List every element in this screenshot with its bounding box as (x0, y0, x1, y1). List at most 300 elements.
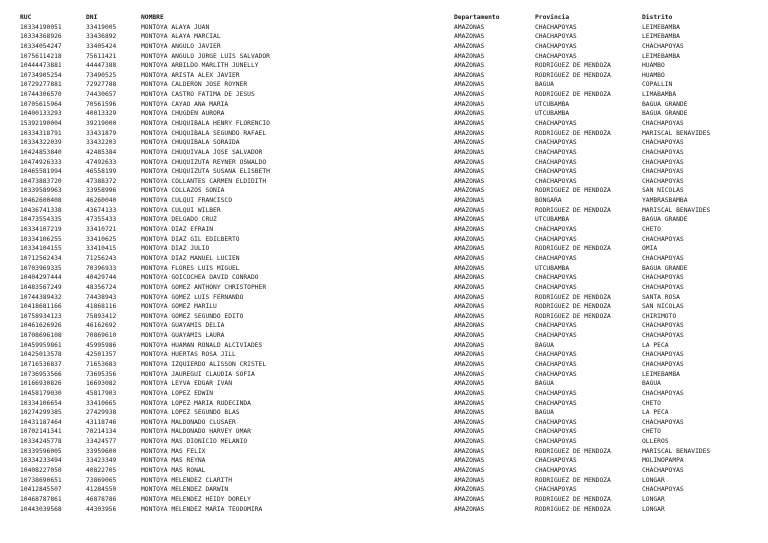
table-row (0, 186, 768, 196)
cell-departamento: AMAZONAS (454, 486, 485, 494)
cell-provincia: CHACHAPOYAS (535, 457, 577, 465)
cell-provincia: RODRIGUEZ DE MENDOZA (535, 447, 611, 455)
cell-ruc: 10334190051 (20, 23, 62, 31)
cell-nombre: MONTOYA MELENDEZ CLARITH (141, 476, 232, 484)
table-row (0, 389, 768, 399)
cell-ruc: 10716536837 (20, 361, 62, 368)
cell-departamento: AMAZONAS (454, 264, 485, 272)
table-row (0, 71, 768, 81)
cell-nombre: MONTOYA CHUQUIBALA SEGUNDO RAFAEL (141, 129, 267, 137)
cell-provincia: CHACHAPOYAS (535, 226, 577, 234)
table-row (0, 167, 768, 177)
cell-ruc: 10334104155 (20, 245, 62, 253)
cell-nombre: MONTOYA MELENDEZ HEIDY DORELY (141, 495, 251, 503)
cell-ruc: 10473554335 (20, 216, 62, 224)
cell-dni: 45817903 (86, 389, 117, 397)
cell-departamento: AMAZONAS (454, 129, 485, 137)
table-row (0, 466, 768, 476)
cell-dni: 45995986 (86, 341, 117, 349)
table-row (0, 350, 768, 360)
cell-nombre: MONTOYA ANGULO JORGE LUIS SALVADOR (141, 52, 270, 60)
cell-nombre: MONTOYA DELGADO CRUZ (141, 216, 217, 224)
table-row (0, 379, 768, 389)
cell-distrito: CHACHAPOYAS (642, 42, 684, 50)
cell-dni: 73869065 (86, 476, 117, 484)
cell-provincia: CHACHAPOYAS (535, 418, 577, 426)
cell-provincia: RODRIGUEZ DE MENDOZA (535, 303, 611, 311)
table-row (0, 408, 768, 418)
table-row (0, 495, 768, 505)
cell-nombre: MONTOYA CALDERON JOSE ROYNER (141, 81, 248, 89)
cell-distrito: CHIRIMOTO (642, 312, 677, 320)
cell-distrito: OLLEROS (642, 438, 669, 446)
cell-ruc: 10334322039 (20, 139, 62, 147)
cell-ruc: 10274299385 (20, 409, 62, 417)
cell-dni: 46162692 (86, 322, 117, 330)
cell-dni: 16693082 (86, 380, 117, 388)
cell-ruc: 10756114218 (20, 52, 62, 60)
cell-dni: 70214134 (86, 428, 117, 436)
cell-ruc: 10474926333 (20, 158, 62, 166)
cell-distrito: LONGAR (642, 495, 665, 503)
cell-distrito: HUAMBO (642, 62, 665, 70)
table-row (0, 225, 768, 235)
cell-dni: 44447388 (86, 62, 117, 70)
table-row (0, 360, 768, 370)
table-row (0, 177, 768, 187)
cell-distrito: LEIMEBAMBA (642, 23, 680, 31)
cell-ruc: 10334106654 (20, 399, 62, 407)
cell-provincia: CHACHAPOYAS (535, 438, 577, 446)
table-row (0, 331, 768, 341)
cell-provincia: UTCUBAMBA (535, 264, 570, 272)
cell-distrito: YAMBRASBAMBA (642, 197, 688, 205)
cell-departamento: AMAZONAS (454, 158, 485, 166)
cell-distrito: CHACHAPOYAS (642, 467, 684, 475)
table-row (0, 23, 768, 33)
cell-departamento: AMAZONAS (454, 42, 485, 50)
cell-dni: 33431879 (86, 129, 117, 137)
cell-distrito: BAGUA GRANDE (642, 110, 688, 118)
table-row (0, 148, 768, 158)
cell-departamento: AMAZONAS (454, 235, 485, 243)
cell-nombre: MONTOYA LOPEZ EDWIN (141, 389, 214, 397)
cell-distrito: CHACHAPOYAS (642, 418, 684, 426)
cell-ruc: 10744389432 (20, 293, 62, 301)
table-row (0, 196, 768, 206)
cell-nombre: MONTOYA GUAYAMIS DELIA (141, 322, 225, 330)
cell-nombre: MONTOYA FLORES LUIS MIGUEL (141, 264, 240, 272)
cell-ruc: 10744306570 (20, 91, 62, 99)
cell-provincia: BAGUA (535, 81, 554, 89)
cell-nombre: MONTOYA DIAZ JULIO (141, 245, 210, 253)
cell-ruc: 10334368926 (20, 33, 62, 41)
cell-dni: 44303956 (86, 505, 117, 513)
table-row (0, 283, 768, 293)
cell-nombre: MONTOYA DIAZ GIL EDILBERTO (141, 235, 240, 243)
cell-provincia: BONGARA (535, 197, 562, 205)
table-row (0, 129, 768, 139)
table-row (0, 505, 768, 515)
cell-provincia: RODRIGUEZ DE MENDOZA (535, 129, 611, 137)
cell-departamento: AMAZONAS (454, 370, 485, 378)
cell-distrito: CHETO (642, 226, 661, 234)
cell-ruc: 10459959861 (20, 341, 62, 349)
cell-provincia: BAGUA (535, 341, 554, 349)
cell-ruc: 10412845507 (20, 486, 62, 494)
table-row (0, 215, 768, 225)
table-row (0, 437, 768, 447)
cell-dni: 47492633 (86, 158, 117, 166)
cell-provincia: RODRIGUEZ DE MENDOZA (535, 71, 611, 79)
table-row (0, 244, 768, 254)
cell-provincia: CHACHAPOYAS (535, 168, 577, 176)
cell-distrito: CHACHAPOYAS (642, 283, 684, 291)
cell-nombre: MONTOYA DIAZ MANUEL LUCIEN (141, 254, 240, 262)
cell-dni: 40429744 (86, 274, 117, 282)
cell-ruc: 10339596005 (20, 447, 62, 455)
cell-nombre: MONTOYA CAYAO ANA MARIA (141, 100, 229, 108)
cell-dni: 74430657 (86, 91, 117, 99)
cell-nombre: MONTOYA CHUQUIZUTA SUSANA ELISBETH (141, 168, 270, 176)
cell-departamento: AMAZONAS (454, 71, 485, 79)
cell-distrito: LEIMEBAMBA (642, 52, 680, 60)
cell-nombre: MONTOYA LOPEZ MARIA RUDECINDA (141, 399, 251, 407)
cell-dni: 40822705 (86, 467, 117, 475)
cell-departamento: AMAZONAS (454, 322, 485, 330)
cell-dni: 41868116 (86, 303, 117, 311)
cell-dni: 33432203 (86, 139, 117, 147)
cell-provincia: RODRIGUEZ DE MENDOZA (535, 62, 611, 70)
cell-provincia: RODRIGUEZ DE MENDOZA (535, 187, 611, 195)
cell-departamento: AMAZONAS (454, 91, 485, 99)
cell-provincia: UTCUBAMBA (535, 216, 570, 224)
cell-provincia: CHACHAPOYAS (535, 177, 577, 185)
cell-dni: 42485384 (86, 148, 117, 156)
table-row (0, 100, 768, 110)
cell-provincia: CHACHAPOYAS (535, 254, 577, 262)
cell-dni: 42501357 (86, 351, 117, 359)
cell-distrito: CHETO (642, 399, 661, 407)
cell-dni: 33423349 (86, 457, 117, 465)
table-row (0, 206, 768, 216)
cell-nombre: MONTOYA LOPEZ SEGUNDO BLAS (141, 409, 240, 417)
cell-distrito: OMIA (642, 245, 658, 253)
cell-ruc: 10705615964 (20, 100, 62, 108)
cell-dni: 73695356 (86, 370, 117, 378)
table-row (0, 312, 768, 322)
cell-ruc: 10758934123 (20, 312, 62, 320)
cell-ruc: 10334318791 (20, 129, 62, 137)
cell-departamento: AMAZONAS (454, 139, 485, 147)
cell-nombre: MONTOYA CHUQUIZUTA REYNER OSWALDO (141, 158, 267, 166)
cell-departamento: AMAZONAS (454, 148, 485, 156)
cell-ruc: 10483567249 (20, 283, 62, 291)
cell-ruc: 10729277881 (20, 81, 62, 89)
cell-provincia: RODRIGUEZ DE MENDOZA (535, 312, 611, 320)
cell-provincia: UTCUBAMBA (535, 110, 570, 118)
cell-ruc: 10334106255 (20, 235, 62, 243)
cell-nombre: MONTOYA ANGULO JAVIER (141, 42, 221, 50)
cell-provincia: CHACHAPOYAS (535, 428, 577, 436)
cell-provincia: RODRIGUEZ DE MENDOZA (535, 495, 611, 503)
cell-distrito: CHACHAPOYAS (642, 351, 684, 359)
cell-nombre: MONTOYA MAS DIONICIO MELANIO (141, 438, 248, 446)
cell-dni: 33424577 (86, 438, 117, 446)
table-row (0, 476, 768, 486)
cell-departamento: AMAZONAS (454, 447, 485, 455)
cell-nombre: MONTOYA CHUQUIVALA JOSE SALVADOR (141, 148, 263, 156)
cell-dni: 27429938 (86, 409, 117, 417)
cell-distrito: CHACHAPOYAS (642, 254, 684, 262)
cell-departamento: AMAZONAS (454, 81, 485, 89)
cell-ruc: 10444473881 (20, 62, 62, 70)
cell-ruc: 10166930826 (20, 380, 62, 388)
cell-nombre: MONTOYA COLLAZOS SONIA (141, 187, 225, 195)
cell-nombre: MONTOYA MAS FELIX (141, 447, 206, 455)
cell-ruc: 15392190004 (20, 120, 62, 127)
cell-provincia: CHACHAPOYAS (535, 351, 577, 359)
cell-departamento: AMAZONAS (454, 351, 485, 359)
cell-departamento: AMAZONAS (454, 428, 485, 436)
cell-distrito: CHACHAPOYAS (642, 361, 684, 368)
cell-dni: 72927788 (86, 81, 117, 89)
cell-dni: 33410721 (86, 226, 117, 234)
cell-distrito: CHACHAPOYAS (642, 158, 684, 166)
cell-departamento: AMAZONAS (454, 226, 485, 234)
cell-ruc: 10462600408 (20, 197, 62, 205)
cell-ruc: 10458179030 (20, 389, 62, 397)
cell-provincia: CHACHAPOYAS (535, 332, 577, 340)
cell-provincia: CHACHAPOYAS (535, 148, 577, 156)
cell-ruc: 10339589963 (20, 187, 62, 195)
cell-departamento: AMAZONAS (454, 197, 485, 205)
cell-ruc: 10418681166 (20, 303, 62, 311)
cell-nombre: MONTOYA GOMEZ LUIS FERNANDO (141, 293, 244, 301)
cell-dni: 39219000 (86, 120, 117, 127)
cell-departamento: AMAZONAS (454, 438, 485, 446)
cell-departamento: AMAZONAS (454, 303, 485, 311)
cell-departamento: AMAZONAS (454, 467, 485, 475)
cell-nombre: MONTOYA MALDONADO CLUSAER (141, 418, 236, 426)
cell-distrito: LEIMEBAMBA (642, 33, 680, 41)
cell-distrito: MARISCAL BENAVIDES (642, 129, 711, 137)
cell-ruc: 10431187464 (20, 418, 62, 426)
column-header-departamento: Departamento (454, 14, 500, 21)
table-row (0, 485, 768, 495)
cell-distrito: LA PECA (642, 341, 669, 349)
cell-provincia: CHACHAPOYAS (535, 33, 577, 41)
cell-ruc: 10334054247 (20, 42, 62, 50)
cell-distrito: CHACHAPOYAS (642, 235, 684, 243)
cell-provincia: RODRIGUEZ DE MENDOZA (535, 245, 611, 253)
cell-departamento: AMAZONAS (454, 177, 485, 185)
table-row (0, 321, 768, 331)
cell-ruc: 10424853840 (20, 148, 62, 156)
cell-ruc: 10334233494 (20, 457, 62, 465)
cell-distrito: CHACHAPOYAS (642, 322, 684, 330)
cell-provincia: CHACHAPOYAS (535, 361, 577, 368)
cell-provincia: CHACHAPOYAS (535, 52, 577, 60)
cell-departamento: AMAZONAS (454, 120, 485, 127)
cell-nombre: MONTOYA MELENDEZ MARIA TEODOMIRA (141, 505, 263, 513)
cell-distrito: BAGUA GRANDE (642, 264, 688, 272)
cell-nombre: MONTOYA IZQUIERDO ALISSON CRISTEL (141, 361, 267, 368)
cell-ruc: 10468787861 (20, 495, 62, 503)
table-row (0, 32, 768, 42)
cell-provincia: RODRIGUEZ DE MENDOZA (535, 206, 611, 214)
cell-ruc: 10738690651 (20, 476, 62, 484)
column-header-ruc: RUC (20, 14, 32, 21)
cell-nombre: MONTOYA MAS REYNA (141, 457, 206, 465)
cell-dni: 48356724 (86, 283, 117, 291)
cell-nombre: MONTOYA ALAYA MARCIAL (141, 33, 221, 41)
cell-dni: 43118746 (86, 418, 117, 426)
cell-dni: 40013329 (86, 110, 117, 118)
table-row (0, 52, 768, 62)
cell-departamento: AMAZONAS (454, 399, 485, 407)
cell-departamento: AMAZONAS (454, 187, 485, 195)
cell-nombre: MONTOYA GOMEZ MARILU (141, 303, 217, 311)
cell-departamento: AMAZONAS (454, 245, 485, 253)
cell-dni: 71653683 (86, 361, 117, 368)
column-header-nombre: NOMBRE (141, 14, 164, 21)
cell-distrito: BAGUA (642, 380, 661, 388)
cell-nombre: MONTOYA CASTRO FATIMA DE JESUS (141, 91, 255, 99)
cell-ruc: 10461626926 (20, 322, 62, 330)
cell-distrito: CHACHAPOYAS (642, 177, 684, 185)
cell-departamento: AMAZONAS (454, 216, 485, 224)
cell-distrito: CHACHAPOYAS (642, 486, 684, 494)
cell-nombre: MONTOYA CHUGDEN AURORA (141, 110, 225, 118)
cell-dni: 33959600 (86, 447, 117, 455)
cell-departamento: AMAZONAS (454, 380, 485, 388)
cell-ruc: 10443039568 (20, 505, 62, 513)
table-row (0, 302, 768, 312)
table-row (0, 427, 768, 437)
cell-provincia: CHACHAPOYAS (535, 283, 577, 291)
cell-dni: 46260040 (86, 197, 117, 205)
cell-distrito: MOLINOPAMPA (642, 457, 684, 465)
cell-ruc: 10708696108 (20, 332, 62, 340)
cell-departamento: AMAZONAS (454, 293, 485, 301)
cell-departamento: AMAZONAS (454, 495, 485, 503)
cell-dni: 41284550 (86, 486, 117, 494)
cell-distrito: COPALLIN (642, 81, 673, 89)
table-row (0, 61, 768, 71)
cell-ruc: 10465581994 (20, 168, 62, 176)
cell-provincia: CHACHAPOYAS (535, 274, 577, 282)
cell-departamento: AMAZONAS (454, 457, 485, 465)
cell-distrito: CHACHAPOYAS (642, 389, 684, 397)
cell-nombre: MONTOYA JAUREGUI CLAUDIA SOFIA (141, 370, 255, 378)
cell-dni: 33405424 (86, 42, 117, 50)
cell-dni: 33958996 (86, 187, 117, 195)
cell-provincia: UTCUBAMBA (535, 100, 570, 108)
cell-dni: 70396933 (86, 264, 117, 272)
cell-dni: 46558199 (86, 168, 117, 176)
cell-provincia: CHACHAPOYAS (535, 467, 577, 475)
cell-dni: 47355433 (86, 216, 117, 224)
cell-distrito: LONGAR (642, 505, 665, 513)
cell-dni: 46878786 (86, 495, 117, 503)
table-row (0, 418, 768, 428)
cell-distrito: MARISCAL BENAVIDES (642, 447, 711, 455)
table-row (0, 399, 768, 409)
cell-nombre: MONTOYA GOMEZ SEGUNDO EDITO (141, 312, 244, 320)
cell-provincia: CHACHAPOYAS (535, 370, 577, 378)
cell-departamento: AMAZONAS (454, 62, 485, 70)
cell-departamento: AMAZONAS (454, 341, 485, 349)
cell-nombre: MONTOYA LEYVA EDGAR IVAN (141, 380, 232, 388)
cell-distrito: CHACHAPOYAS (642, 148, 684, 156)
cell-nombre: MONTOYA ALAYA JUAN (141, 23, 210, 31)
table-row (0, 109, 768, 119)
cell-nombre: MONTOYA CHUQUIBALA HENRY FLORENCIO (141, 120, 270, 127)
cell-nombre: MONTOYA ARBILDO MARLITH JUNELLY (141, 62, 259, 70)
table-row (0, 80, 768, 90)
cell-departamento: AMAZONAS (454, 361, 485, 368)
cell-ruc: 10334245778 (20, 438, 62, 446)
cell-dni: 33436892 (86, 33, 117, 41)
cell-dni: 43674133 (86, 206, 117, 214)
cell-departamento: AMAZONAS (454, 274, 485, 282)
table-row (0, 235, 768, 245)
table-row (0, 456, 768, 466)
cell-ruc: 10408227050 (20, 467, 62, 475)
cell-distrito: HUAMBO (642, 71, 665, 79)
cell-ruc: 10425013578 (20, 351, 62, 359)
cell-dni: 33410625 (86, 235, 117, 243)
cell-nombre: MONTOYA GUAYAMIS LAURA (141, 332, 225, 340)
column-header-distrito: Distrito (642, 14, 673, 21)
cell-provincia: BAGUA (535, 380, 554, 388)
table-row (0, 138, 768, 148)
cell-provincia: CHACHAPOYAS (535, 486, 577, 494)
cell-dni: 33410665 (86, 399, 117, 407)
cell-provincia: CHACHAPOYAS (535, 139, 577, 147)
cell-provincia: CHACHAPOYAS (535, 158, 577, 166)
cell-distrito: LA PECA (642, 409, 669, 417)
cell-ruc: 10404297444 (20, 274, 62, 282)
cell-dni: 70561596 (86, 100, 117, 108)
cell-provincia: CHACHAPOYAS (535, 120, 577, 127)
cell-ruc: 10436741338 (20, 206, 62, 214)
cell-departamento: AMAZONAS (454, 418, 485, 426)
cell-nombre: MONTOYA ARISTA ALEX JAVIER (141, 71, 240, 79)
cell-nombre: MONTOYA GOICOCHEA DAVID CONRADO (141, 274, 259, 282)
cell-dni: 33410415 (86, 245, 117, 253)
cell-departamento: AMAZONAS (454, 332, 485, 340)
cell-ruc: 10400133293 (20, 110, 62, 118)
cell-dni: 75893412 (86, 312, 117, 320)
cell-distrito: SANTA ROSA (642, 293, 680, 301)
cell-departamento: AMAZONAS (454, 168, 485, 176)
table-row (0, 158, 768, 168)
cell-dni: 73490525 (86, 71, 117, 79)
cell-dni: 33419005 (86, 23, 117, 31)
cell-distrito: CHACHAPOYAS (642, 274, 684, 282)
cell-provincia: BAGUA (535, 409, 554, 417)
table-row (0, 90, 768, 100)
cell-departamento: AMAZONAS (454, 23, 485, 31)
cell-distrito: CHACHAPOYAS (642, 139, 684, 147)
cell-departamento: AMAZONAS (454, 110, 485, 118)
cell-provincia: CHACHAPOYAS (535, 235, 577, 243)
cell-departamento: AMAZONAS (454, 52, 485, 60)
cell-ruc: 10473883720 (20, 177, 62, 185)
cell-departamento: AMAZONAS (454, 33, 485, 41)
